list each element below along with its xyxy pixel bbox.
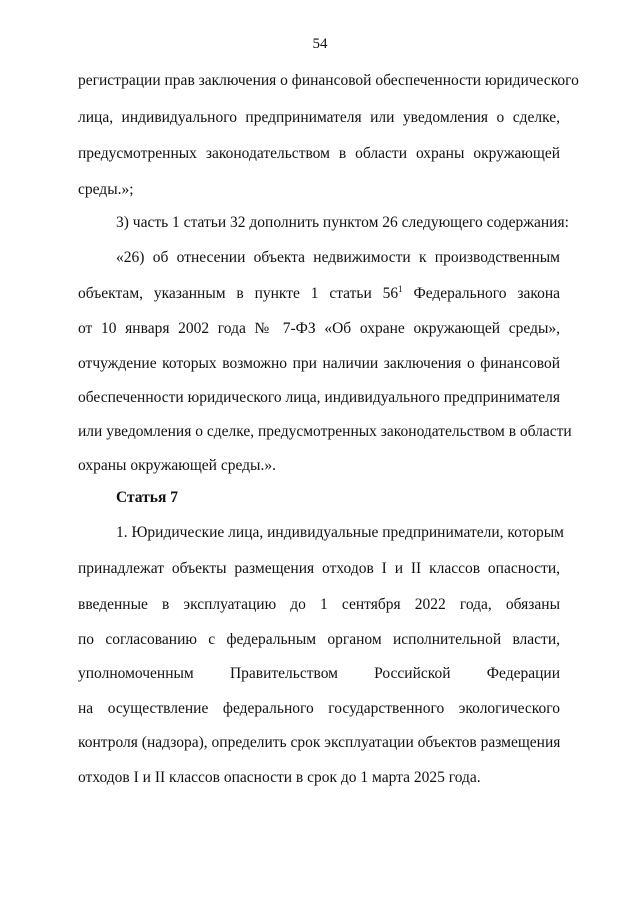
superscript: 1 xyxy=(398,283,403,294)
paragraph-line: обеспеченности юридического лица, индивидуального предпринимателя xyxy=(78,389,560,406)
page-number: 54 xyxy=(312,36,328,52)
paragraph-line: охраны окружающей среды.». xyxy=(78,457,276,474)
paragraph-line: отчуждение которых возможно при наличии заключения о финансовой xyxy=(78,355,560,372)
paragraph-line: принадлежат объекты размещения отходов I и II классов опасности, xyxy=(78,560,560,577)
paragraph-line: среды.»; xyxy=(78,181,134,198)
paragraph-line: контроля (надзора), определить срок эксплуатации объектов размещения xyxy=(78,734,561,751)
paragraph-line: от 10 января 2002 года № 7-ФЗ «Об охране окружающей среды», xyxy=(78,320,560,337)
paragraph-line: 3) часть 1 статьи 32 дополнить пунктом 26 следующего содержания: xyxy=(116,214,569,231)
article-heading: Статья 7 xyxy=(116,489,178,506)
paragraph-line: отходов I и II классов опасности в срок до 1 марта 2025 года. xyxy=(78,769,481,786)
text-run: объектам, указанным в пункте 1 статьи 56 xyxy=(78,285,399,302)
paragraph-line: регистрации прав заключения о финансовой обеспеченности юридического xyxy=(78,72,579,89)
paragraph-line xyxy=(78,284,560,304)
paragraph-line: по согласованию с федеральным органом исполнительной власти, xyxy=(78,631,560,648)
paragraph-line: предусмотренных законодательством в области охраны окружающей xyxy=(78,145,560,162)
paragraph-line: лица, индивидуального предпринимателя или уведомления о сделке, xyxy=(78,109,560,126)
paragraph-line: «26) об отнесении объекта недвижимости к производственным xyxy=(116,249,560,266)
paragraph-line: 1. Юридические лица, индивидуальные предприниматели, которым xyxy=(116,524,564,541)
text-run: Федерального закона xyxy=(402,285,560,302)
paragraph-line: или уведомления о сделке, предусмотренных законодательством в области xyxy=(78,423,572,440)
paragraph-line: на осуществление федерального государственного экологического xyxy=(78,700,560,717)
paragraph-line: уполномоченным Правительством Российской Федерации xyxy=(78,665,560,682)
paragraph-line: введенные в эксплуатацию до 1 сентября 2022 года, обязаны xyxy=(78,596,560,613)
